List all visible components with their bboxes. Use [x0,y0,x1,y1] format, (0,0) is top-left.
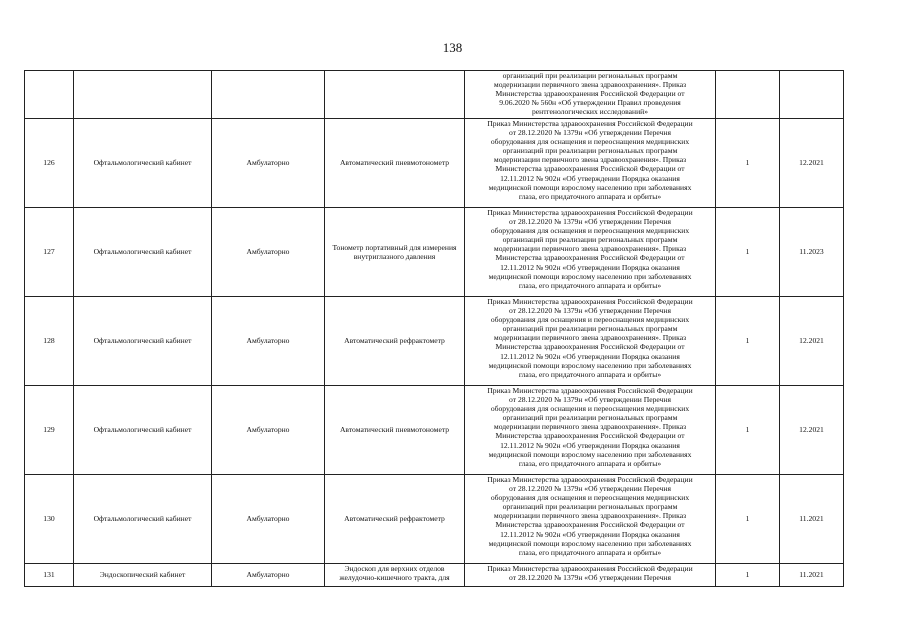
cell-cabinet: Эндоскопический кабинет [74,564,212,587]
cell-qty: 1 [716,564,780,587]
cell-date: 12.2021 [780,119,844,208]
table-row [25,475,844,564]
cell-care [212,71,325,119]
cell-equipment: Тонометр портативный для измерения внутриглазного давления [325,208,465,297]
cell-care: Амбулаторно [212,564,325,587]
cell-cabinet: Офтальмологический кабинет [74,475,212,564]
table-row [25,297,844,386]
cell-num: 126 [25,119,74,208]
cell-care: Амбулаторно [212,119,325,208]
cell-cabinet: Офтальмологический кабинет [74,208,212,297]
cell-care: Амбулаторно [212,386,325,475]
table-row-continuation [25,71,844,119]
cell-num: 127 [25,208,74,297]
cell-equipment: Автоматический рефрактометр [325,297,465,386]
cell-basis: Приказ Министерства здравоохранения Российской Федерации от 28.12.2020 № 1379н «Об утверждении Перечня оборудования для оснащения и переоснащения медицинских организаций при реализации региональных программ модернизации первичного звена здравоохранения». Приказ Министерства здравоохранения Российской Федерации от 12.11.2012 № 902н «Об утверждении Порядка оказания медицинской помощи взрослому населению при заболеваниях глаза, его придаточного аппарата и орбиты» [465,386,716,475]
cell-basis: организаций при реализации региональных программ модернизации первичного звена здравоохранения». Приказ Министерства здравоохранения Российской Федерации от 9.06.2020 № 560н «Об утверждении Правил проведения рентгенологических исследований» [465,71,716,119]
cell-basis: Приказ Министерства здравоохранения Российской Федерации от 28.12.2020 № 1379н «Об утверждении Перечня оборудования для оснащения и переоснащения медицинских организаций при реализации региональных программ модернизации первичного звена здравоохранения». Приказ Министерства здравоохранения Российской Федерации от 12.11.2012 № 902н «Об утверждении Порядка оказания медицинской помощи взрослому населению при заболеваниях глаза, его придаточного аппарата и орбиты» [465,475,716,564]
cell-date: 11.2021 [780,564,844,587]
cell-equipment: Автоматический пневмотонометр [325,119,465,208]
cell-care: Амбулаторно [212,208,325,297]
table-row [25,119,844,208]
cell-basis: Приказ Министерства здравоохранения Российской Федерации от 28.12.2020 № 1379н «Об утверждении Перечня оборудования для оснащения и переоснащения медицинских организаций при реализации региональных программ модернизации первичного звена здравоохранения». Приказ Министерства здравоохранения Российской Федерации от 12.11.2012 № 902н «Об утверждении Порядка оказания медицинской помощи взрослому населению при заболеваниях глаза, его придаточного аппарата и орбиты» [465,208,716,297]
cell-date: 12.2021 [780,297,844,386]
cell-equipment [325,71,465,119]
cell-basis: Приказ Министерства здравоохранения Российской Федерации от 28.12.2020 № 1379н «Об утверждении Перечня оборудования для оснащения и переоснащения медицинских организаций при реализации региональных программ модернизации первичного звена здравоохранения». Приказ Министерства здравоохранения Российской Федерации от 12.11.2012 № 902н «Об утверждении Порядка оказания медицинской помощи взрослому населению при заболеваниях глаза, его придаточного аппарата и орбиты» [465,119,716,208]
cell-cabinet [74,71,212,119]
cell-basis: Приказ Министерства здравоохранения Российской Федерации от 28.12.2020 № 1379н «Об утверждении Перечня оборудования для оснащения и переоснащения медицинских организаций при реализации региональных программ модернизации первичного звена здравоохранения». Приказ Министерства здравоохранения Российской Федерации от 12.11.2012 № 902н «Об утверждении Порядка оказания медицинской помощи взрослому населению при заболеваниях глаза, его придаточного аппарата и орбиты» [465,297,716,386]
cell-equipment: Автоматический пневмотонометр [325,386,465,475]
cell-qty: 1 [716,119,780,208]
cell-qty: 1 [716,208,780,297]
cell-date: 11.2023 [780,208,844,297]
cell-qty: 1 [716,386,780,475]
page-number: 138 [442,40,463,55]
equipment-table [24,70,844,587]
cell-num [25,71,74,119]
cell-date: 12.2021 [780,386,844,475]
table-row [25,564,844,587]
cell-num: 129 [25,386,74,475]
cell-qty: 1 [716,475,780,564]
cell-qty: 1 [716,297,780,386]
cell-qty [716,71,780,119]
cell-care: Амбулаторно [212,297,325,386]
cell-num: 128 [25,297,74,386]
cell-equipment: Автоматический рефрактометр [325,475,465,564]
cell-equipment: Эндоскоп для верхних отделов желудочно-кишечного тракта, для [325,564,465,587]
cell-date: 11.2021 [780,475,844,564]
cell-num: 131 [25,564,74,587]
cell-cabinet: Офтальмологический кабинет [74,386,212,475]
cell-care: Амбулаторно [212,475,325,564]
table-row [25,386,844,475]
table-row [25,208,844,297]
cell-cabinet: Офтальмологический кабинет [74,119,212,208]
cell-cabinet: Офтальмологический кабинет [74,297,212,386]
cell-date [780,71,844,119]
cell-basis: Приказ Министерства здравоохранения Российской Федерации от 28.12.2020 № 1379н «Об утверждении Перечня [465,564,716,587]
cell-num: 130 [25,475,74,564]
